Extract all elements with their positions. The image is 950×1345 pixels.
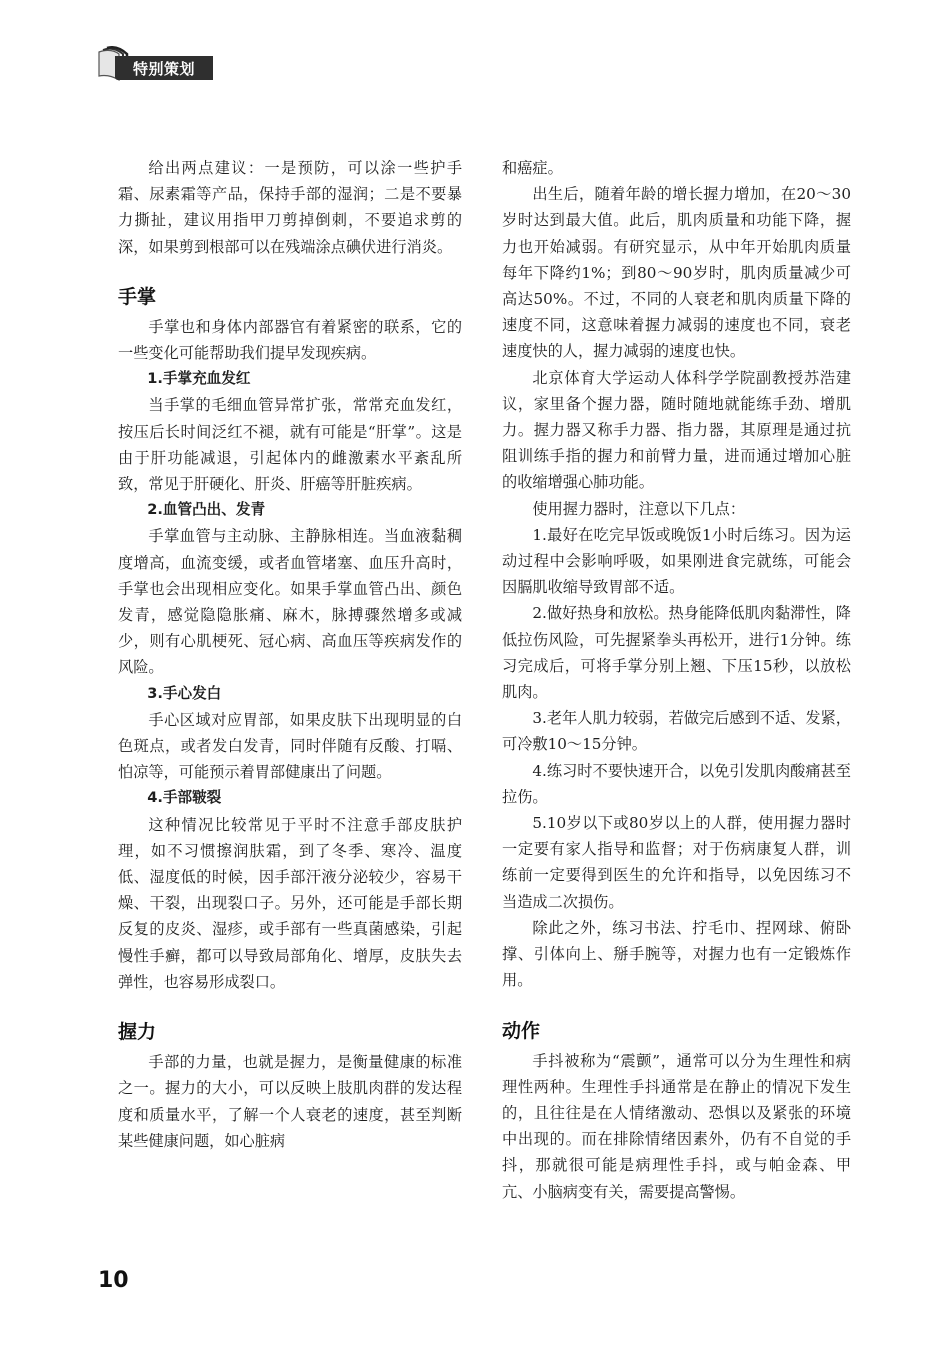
body-paragraph: 3.老年人肌力较弱，若做完后感到不适、发紧，可冷敷10～15分钟。 [502,709,851,754]
palm-heading: 手掌 [118,285,157,308]
body-paragraph: 5.10岁以下或80岁以上的人群，使用握力器时一定要有家人指导和监督；对于伤病康复人群，训练前一定要得到医生的允许和指导，以免因练习不当造成二次损伤。 [502,814,851,911]
movement-heading: 动作 [502,1019,541,1042]
body-paragraph: 北京体育大学运动人体科学学院副教授苏浩建议，家里备个握力器，随时随地就能练手劲、增肌力。握力器又称手力器、指力器，其原理是通过抗阻训练手指的握力和前臂力量，进而通过增加心脏的收缩增强心肺功能。 [502,368,851,492]
section-label: 特别策划 [133,60,196,78]
palm-item-text: 当手掌的毛细血管异常扩张，常常充血发红，按压后长时间泛红不褪，就有可能是“肝掌”。这是由于肝功能减退，引起体内的雌激素水平紊乱所致，常见于肝硬化、肝炎、肝癌等肝脏疾病。 [118,396,462,494]
page-number: 10 [98,1268,129,1293]
palm-item-title: 4.手部皲裂 [147,789,222,807]
body-paragraph: 除此之外，练习书法、拧毛巾、捏网球、俯卧撑、引体向上、掰手腕等，对握力也有一定锻炼作用。 [502,918,851,990]
section-header [97,46,227,82]
palm-item-text: 手心区域对应胃部，如果皮肤下出现明显的白色斑点，或者发白发青，同时伴随有反酸、打嗝、怕凉等，可能预示着胃部健康出了问题。 [118,710,462,782]
palm-intro: 手掌也和身体内部器官有着紧密的联系，它的一些变化可能帮助我们提早发现疾病。 [118,317,462,363]
palm-item-title: 2.血管凸出、发青 [147,501,266,519]
body-paragraph: 4.练习时不要快速开合，以免引发肌肉酸痛甚至拉伤。 [502,761,851,806]
grip-heading: 握力 [118,1021,157,1044]
right-column [502,155,851,1205]
body-paragraph: 出生后，随着年龄的增长握力增加，在20～30岁时达到最大值。此后，肌肉质量和功能下降，握力也开始减弱。有研究显示，从中年开始肌肉质量每年下降约1%；到80～90岁时，肌肉质量减少可高达50%。不过，不同的人衰老和肌肉质量下降的速度不同，这意味着握力减弱的速度也不同，衰老速度快的人，握力减弱的速度也快。 [502,185,851,361]
continuation-text: 和癌症。 [502,159,563,177]
body-paragraph: 使用握力器时，注意以下几点： [532,499,746,518]
palm-item-text: 这种情况比较常见于平时不注意手部皮肤护理，如不习惯擦润肤霜，到了冬季、寒冷、温度低、湿度低的时候，因手部汗液分泌较少，容易干燥、干裂，出现裂口子。另外，还可能是手部长期反复的皮炎、湿疹，或手部有一些真菌感染，引起慢性手癣，都可以导致局部角化、增厚，皮肤失去弹性，也容易形成裂口。 [118,815,462,991]
palm-item-title: 3.手心发白 [147,684,222,702]
palm-item-text: 手掌血管与主动脉、主静脉相连。当血液黏稠度增高，血流变缓，或者血管堵塞、血压升高时，手掌也会出现相应变化。如果手掌血管凸出、颜色发青，感觉隐隐胀痛、麻木，脉搏骤然增多或减少，则有心肌梗死、冠心病、高血压等疾病发作的风险。 [118,527,462,677]
palm-item-title: 1.手掌充血发红 [147,370,251,388]
intro-paragraph: 给出两点建议：一是预防，可以涂一些护手霜、尿素霜等产品，保持手部的湿润；二是不要暴力撕扯，建议用指甲刀剪掉倒刺，不要追求剪的深，如果剪到根部可以在残端涂点碘伏进行消炎。 [118,159,462,256]
movement-text: 手抖被称为“震颤”，通常可以分为生理性和病理性两种。生理性手抖通常是在静止的情况下发生的，且往往是在人情绪激动、恐惧以及紧张的环境中出现的。而在排除情绪因素外，仍有不自觉的手抖，那就很可能是病理性手抖，或与帕金森、甲亢、小脑病变有关，需要提高警惕。 [502,1051,851,1201]
grip-intro: 手部的力量，也就是握力，是衡量健康的标准之一。握力的大小，可以反映上肢肌肉群的发达程度和质量水平，了解一个人衰老的速度，甚至判断某些健康问题，如心脏病 [118,1053,462,1150]
body-paragraph: 2.做好热身和放松。热身能降低肌肉黏滞性，降低拉伤风险，可先握紧拳头再松开，进行1分钟。练习完成后，可将手掌分别上翘、下压15秒，以放松肌肉。 [502,604,851,702]
body-paragraph: 1.最好在吃完早饭或晚饭1小时后练习。因为运动过程中会影响呼吸，如果刚进食完就练，可能会因膈肌收缩导致胃部不适。 [502,525,851,597]
left-column [118,155,462,1154]
